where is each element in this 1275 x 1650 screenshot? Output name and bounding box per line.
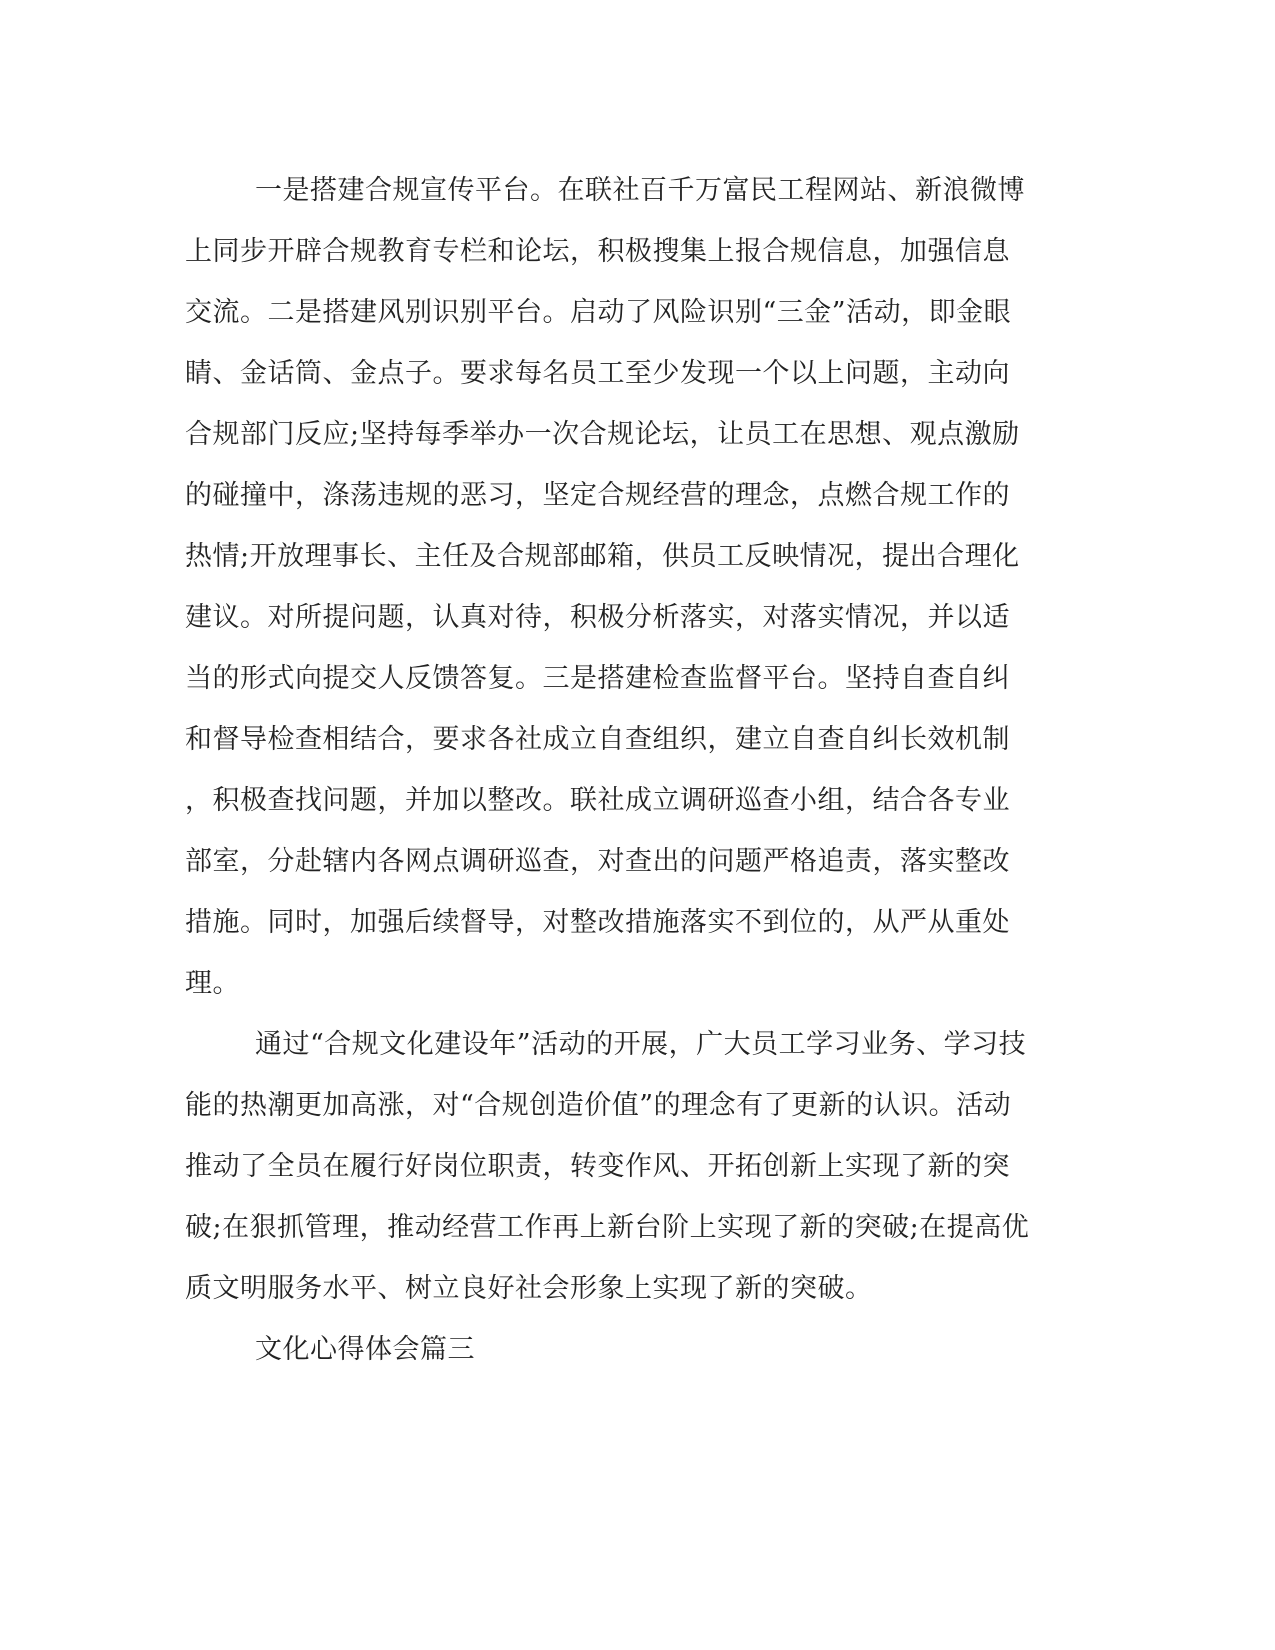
paragraph-line: ，积极查找问题，并加以整改。联社成立调研巡查小组，结合各专业	[185, 785, 1010, 816]
paragraph-line: 和督导检查相结合，要求各社成立自查组织，建立自查自纠长效机制	[185, 724, 1010, 755]
paragraph-line: 热情;开放理事长、主任及合规部邮箱，供员工反映情况，提出合理化	[185, 541, 1020, 572]
paragraph-line: 建议。对所提问题，认真对待，积极分析落实，对落实情况，并以适	[185, 602, 1010, 633]
paragraph-line: 的碰撞中，涤荡违规的恶习，坚定合规经营的理念，点燃合规工作的	[185, 480, 1010, 511]
document-body	[185, 160, 1065, 1380]
paragraph-line: 通过“合规文化建设年”活动的开展，广大员工学习业务、学习技	[255, 1029, 1027, 1060]
paragraph-line: 措施。同时，加强后续督导，对整改措施落实不到位的，从严从重处	[185, 907, 1010, 938]
paragraph-results	[185, 1014, 1065, 1319]
paragraph-line: 理。	[185, 968, 240, 999]
paragraph-line: 合规部门反应;坚持每季举办一次合规论坛，让员工在思想、观点激励	[185, 419, 1020, 450]
paragraph-line: 质文明服务水平、树立良好社会形象上实现了新的突破。	[185, 1273, 873, 1304]
paragraph-line: 破;在狠抓管理，推动经营工作再上新台阶上实现了新的突破;在提高优	[185, 1212, 1030, 1243]
paragraph-line: 推动了全员在履行好岗位职责，转变作风、开拓创新上实现了新的突	[185, 1151, 1010, 1182]
paragraph-line: 部室，分赴辖内各网点调研巡查，对查出的问题严格追责，落实整改	[185, 846, 1010, 877]
paragraph-platforms	[185, 160, 1065, 1014]
paragraph-line: 上同步开辟合规教育专栏和论坛，积极搜集上报合规信息，加强信息	[185, 236, 1010, 267]
section-heading-text: 文化心得体会篇三	[255, 1334, 475, 1365]
paragraph-line: 一是搭建合规宣传平台。在联社百千万富民工程网站、新浪微博	[255, 175, 1025, 206]
paragraph-line: 交流。二是搭建风别识别平台。启动了风险识别“三金”活动，即金眼	[185, 297, 1012, 328]
paragraph-line: 能的热潮更加高涨，对“合规创造价值”的理念有了更新的认识。活动	[185, 1090, 1012, 1121]
section-heading	[185, 1319, 1065, 1380]
paragraph-line: 睛、金话筒、金点子。要求每名员工至少发现一个以上问题，主动向	[185, 358, 1010, 389]
paragraph-line: 当的形式向提交人反馈答复。三是搭建检查监督平台。坚持自查自纠	[185, 663, 1010, 694]
